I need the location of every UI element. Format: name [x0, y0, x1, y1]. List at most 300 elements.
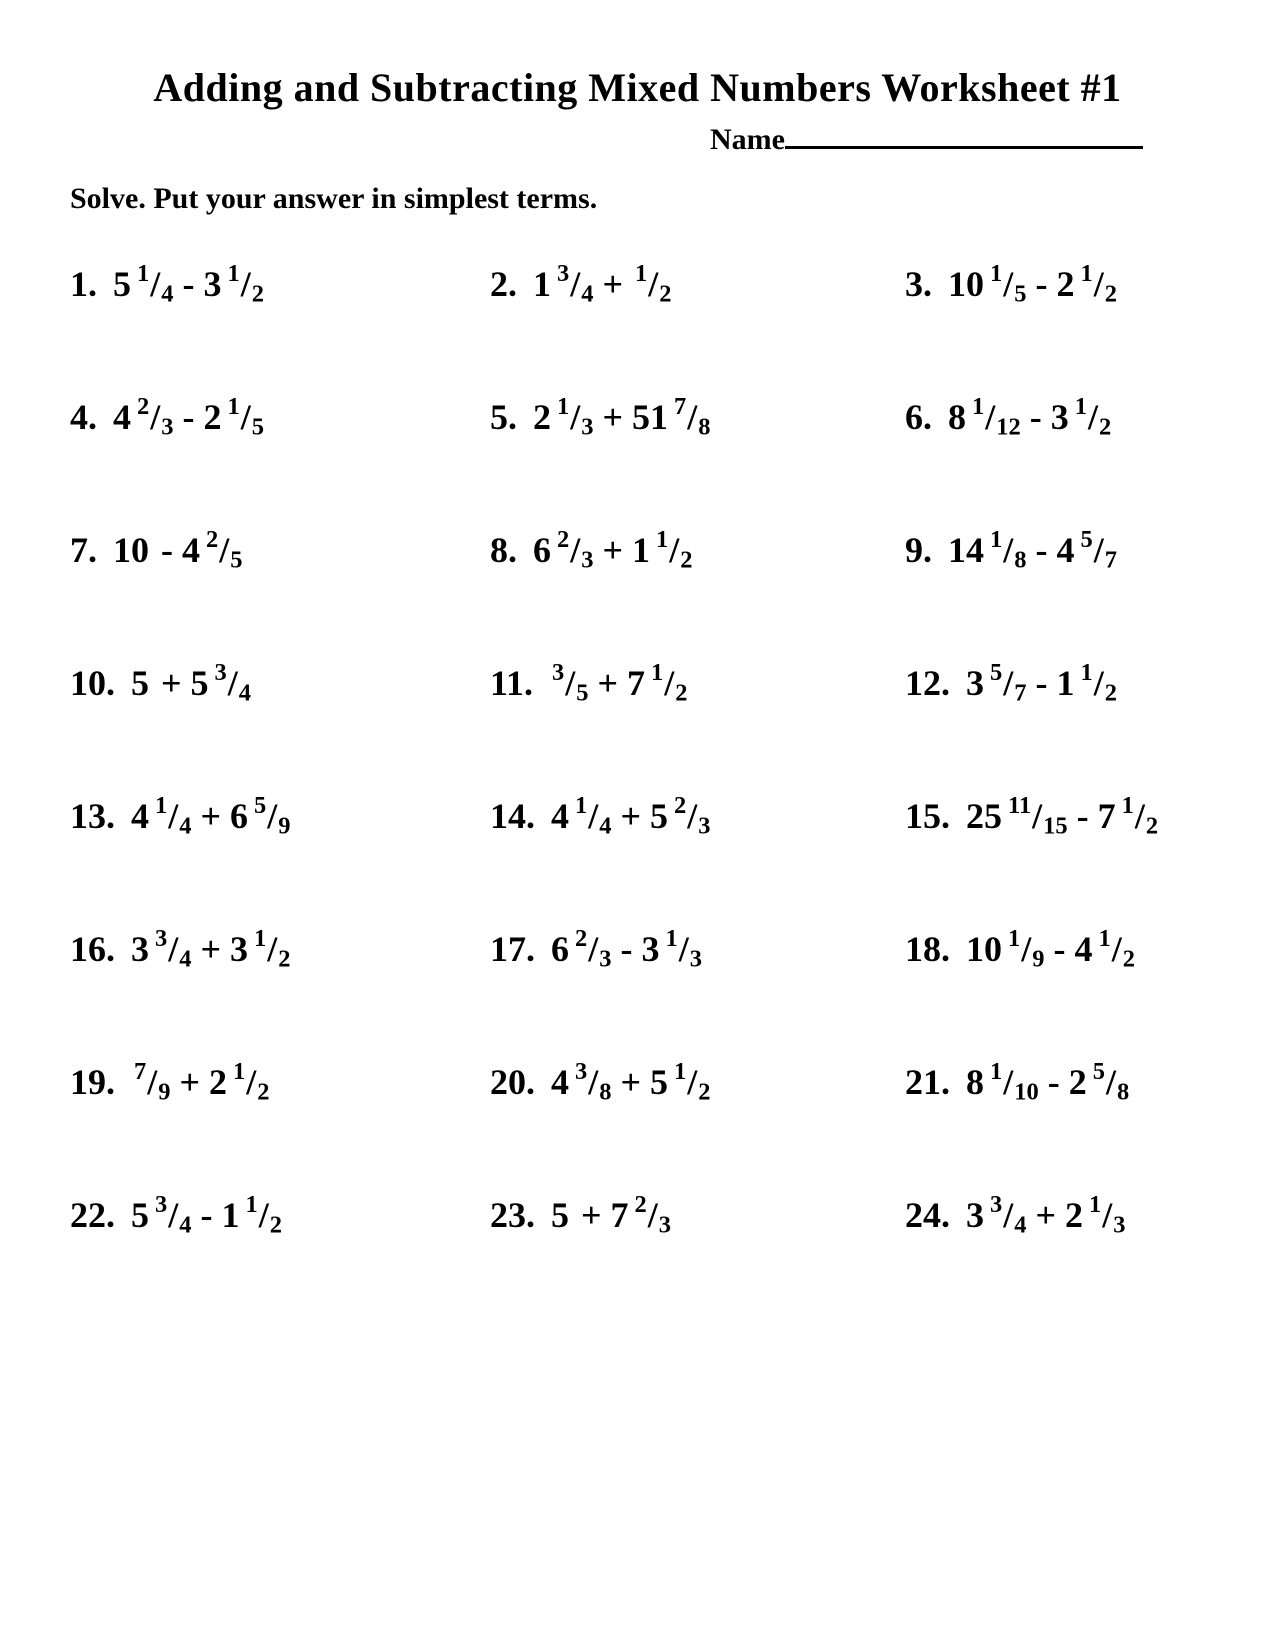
problem-expression [113, 526, 243, 574]
fraction [990, 1191, 1027, 1239]
fraction-denominator: 2 [1104, 280, 1117, 308]
minus-operator: - [161, 530, 173, 571]
fraction [665, 925, 702, 973]
fraction-numerator: 3 [155, 1191, 168, 1218]
fraction-slash: / [267, 796, 278, 837]
whole-number: 7 [627, 663, 646, 704]
fraction-denominator: 9 [1032, 945, 1045, 973]
fraction [137, 260, 174, 308]
fraction-slash: / [1003, 264, 1014, 305]
problem-number: 23. [490, 1195, 535, 1236]
fraction-slash: / [1093, 530, 1104, 571]
fraction [575, 1058, 612, 1106]
fraction-numerator: 3 [557, 260, 570, 287]
fraction-denominator: 3 [581, 546, 594, 574]
fraction [557, 260, 594, 308]
fraction-slash: / [678, 929, 689, 970]
whole-number: 2 [203, 397, 222, 438]
whole-number: 4 [113, 397, 131, 438]
minus-operator: - [620, 929, 633, 970]
fraction-numerator: 1 [227, 260, 240, 287]
problem-23 [490, 1171, 905, 1304]
minus-operator: - [1035, 264, 1048, 305]
whole-number: 3 [966, 663, 984, 704]
fraction-slash: / [588, 929, 599, 970]
minus-operator: - [182, 264, 195, 305]
fraction [1008, 925, 1045, 973]
fraction [972, 393, 1021, 441]
fraction-slash: / [565, 663, 576, 704]
fraction-denominator: 4 [1014, 1211, 1027, 1239]
whole-number: 4 [182, 530, 200, 571]
fraction-numerator: 5 [1092, 1058, 1105, 1085]
fraction [557, 393, 594, 441]
fraction-numerator: 1 [137, 260, 150, 287]
fraction-numerator: 1 [972, 393, 985, 420]
fraction [155, 792, 192, 840]
problem-number: 13. [70, 796, 115, 837]
fraction-slash: / [1021, 929, 1032, 970]
problem-number: 19. [70, 1062, 115, 1103]
fraction-slash: / [267, 929, 278, 970]
fraction-denominator: 2 [675, 679, 688, 707]
whole-number: 5 [551, 1195, 569, 1236]
problem-15 [905, 772, 1275, 905]
fraction-denominator: 4 [179, 1211, 192, 1239]
fraction-slash: / [570, 397, 581, 438]
fraction-denominator: 5 [251, 413, 264, 441]
fraction-slash: / [1032, 796, 1043, 837]
problem-5 [490, 373, 905, 506]
fraction [206, 526, 243, 574]
fraction-denominator: 12 [996, 413, 1021, 441]
whole-number: 5 [650, 1062, 668, 1103]
problem-expression [551, 792, 711, 840]
plus-operator: + [620, 1062, 641, 1103]
fraction [155, 925, 192, 973]
problem-expression [551, 1058, 711, 1106]
instructions-text: Solve. Put your answer in simplest terms. [70, 182, 598, 215]
fraction [134, 1058, 171, 1106]
fraction-slash: / [258, 1195, 269, 1236]
whole-number: 7 [1097, 796, 1116, 837]
whole-number: 3 [641, 929, 660, 970]
fraction-numerator: 1 [665, 925, 678, 952]
problem-expression [113, 260, 264, 308]
plus-operator: + [200, 929, 221, 970]
problem-number: 8. [490, 530, 517, 571]
problem-number: 17. [490, 929, 535, 970]
fraction [233, 1058, 270, 1106]
problem-6 [905, 373, 1275, 506]
problem-19 [70, 1038, 490, 1171]
fraction-denominator: 2 [680, 546, 693, 574]
fraction-slash: / [1093, 264, 1104, 305]
fraction [990, 260, 1027, 308]
plus-operator: + [200, 796, 221, 837]
fraction-numerator: 1 [575, 792, 588, 819]
fraction-denominator: 4 [179, 945, 192, 973]
problem-18 [905, 905, 1275, 1038]
fraction [674, 1058, 711, 1106]
fraction [635, 260, 672, 308]
fraction [1080, 260, 1117, 308]
fraction-slash: / [1087, 397, 1098, 438]
minus-operator: - [1035, 663, 1048, 704]
fraction-numerator: 7 [674, 393, 687, 420]
plus-operator: + [581, 1195, 602, 1236]
whole-number: 5 [190, 663, 209, 704]
minus-operator: - [1035, 530, 1048, 571]
problem-8 [490, 506, 905, 639]
problem-number: 16. [70, 929, 115, 970]
minus-operator: - [182, 397, 195, 438]
fraction-slash: / [240, 264, 251, 305]
whole-number: 4 [1074, 929, 1093, 970]
fraction-denominator: 7 [1014, 679, 1027, 707]
fraction [552, 659, 589, 707]
fraction-denominator: 4 [599, 812, 612, 840]
fraction-slash: / [219, 530, 230, 571]
problem-2 [490, 240, 905, 373]
fraction-numerator: 3 [552, 659, 565, 686]
fraction-numerator: 1 [1098, 925, 1111, 952]
whole-number: 51 [632, 397, 668, 438]
fraction-numerator: 1 [1121, 792, 1134, 819]
whole-number: 7 [610, 1195, 629, 1236]
whole-number: 1 [221, 1195, 240, 1236]
fraction-denominator: 3 [599, 945, 612, 973]
problem-number: 1. [70, 264, 97, 305]
problem-expression [131, 1191, 282, 1239]
problem-expression [551, 925, 702, 973]
fraction-slash: / [1111, 929, 1122, 970]
fraction [1098, 925, 1135, 973]
fraction-slash: / [1102, 1195, 1113, 1236]
problem-expression [948, 393, 1112, 441]
fraction-numerator: 1 [990, 526, 1003, 553]
problem-number: 2. [490, 264, 517, 305]
fraction-slash: / [1003, 1195, 1014, 1236]
whole-number: 10 [948, 264, 984, 305]
plus-operator: + [597, 663, 619, 704]
fraction [1008, 792, 1068, 840]
fraction-numerator: 2 [575, 925, 588, 952]
fraction-denominator: 2 [257, 1078, 270, 1106]
problem-expression [131, 925, 291, 973]
fraction-denominator: 4 [179, 812, 192, 840]
fraction [557, 526, 594, 574]
problem-3 [905, 240, 1275, 373]
whole-number: 25 [966, 796, 1002, 837]
whole-number: 1 [632, 530, 650, 571]
problem-expression [131, 1058, 270, 1106]
problems-grid [0, 240, 1275, 1304]
name-blank-line [785, 116, 1143, 149]
fraction [245, 1191, 282, 1239]
fraction-slash: / [588, 796, 599, 837]
fraction [674, 393, 711, 441]
fraction-slash: / [647, 1195, 658, 1236]
whole-number: 3 [1050, 397, 1069, 438]
whole-number: 4 [1056, 530, 1075, 571]
fraction-denominator: 3 [581, 413, 594, 441]
minus-operator: - [1076, 796, 1089, 837]
name-label: Name [710, 123, 785, 156]
fraction-denominator: 8 [698, 413, 711, 441]
fraction [990, 526, 1027, 574]
fraction-denominator: 8 [599, 1078, 612, 1106]
whole-number: 6 [533, 530, 551, 571]
fraction-numerator: 3 [155, 925, 168, 952]
fraction-numerator: 1 [233, 1058, 246, 1085]
fraction-numerator: 1 [1074, 393, 1087, 420]
problem-expression [533, 526, 693, 574]
whole-number: 4 [131, 796, 149, 837]
problem-7 [70, 506, 490, 639]
whole-number: 5 [131, 663, 149, 704]
problem-21 [905, 1038, 1275, 1171]
fraction-denominator: 3 [161, 413, 174, 441]
fraction-numerator: 2 [557, 526, 570, 553]
fraction [155, 1191, 192, 1239]
problem-expression [966, 1191, 1126, 1239]
problem-expression [966, 659, 1117, 707]
fraction-numerator: 2 [137, 393, 150, 420]
fraction [1092, 1058, 1130, 1106]
problem-16 [70, 905, 490, 1038]
fraction-numerator: 1 [656, 526, 669, 553]
fraction-numerator: 5 [990, 659, 1003, 686]
fraction-numerator: 3 [214, 659, 227, 686]
fraction [1089, 1191, 1126, 1239]
fraction-slash: / [570, 264, 581, 305]
fraction-denominator: 5 [576, 679, 589, 707]
problem-number: 21. [905, 1062, 950, 1103]
fraction-numerator: 1 [254, 925, 267, 952]
name-row [0, 116, 1275, 158]
whole-number: 2 [1068, 1062, 1087, 1103]
fraction-denominator: 9 [278, 812, 291, 840]
problem-17 [490, 905, 905, 1038]
fraction-numerator: 1 [557, 393, 570, 420]
fraction-slash: / [1003, 1062, 1014, 1103]
fraction-denominator: 5 [1014, 280, 1027, 308]
problem-20 [490, 1038, 905, 1171]
fraction-denominator: 4 [238, 679, 251, 707]
minus-operator: - [1047, 1062, 1060, 1103]
problem-number: 3. [905, 264, 932, 305]
problem-number: 9. [905, 530, 932, 571]
problem-expression [533, 393, 711, 441]
fraction-slash: / [687, 796, 698, 837]
fraction-denominator: 5 [230, 546, 243, 574]
problem-10 [70, 639, 490, 772]
fraction-slash: / [150, 397, 161, 438]
fraction-numerator: 5 [254, 792, 267, 819]
fraction-slash: / [240, 397, 251, 438]
fraction [674, 792, 711, 840]
fraction-denominator: 8 [1014, 546, 1027, 574]
whole-number: 3 [230, 929, 248, 970]
whole-number: 3 [203, 264, 222, 305]
whole-number: 2 [209, 1062, 227, 1103]
fraction-slash: / [1134, 796, 1145, 837]
problem-number: 11. [490, 663, 534, 704]
fraction-slash: / [1003, 530, 1014, 571]
whole-number: 4 [551, 796, 569, 837]
whole-number: 5 [113, 264, 131, 305]
problem-number: 18. [905, 929, 950, 970]
fraction-slash: / [588, 1062, 599, 1103]
fraction [634, 1191, 671, 1239]
fraction-slash: / [687, 397, 698, 438]
fraction-denominator: 2 [1104, 679, 1117, 707]
fraction-slash: / [1105, 1062, 1116, 1103]
fraction-denominator: 2 [1145, 812, 1159, 840]
fraction [990, 659, 1027, 707]
problem-number: 20. [490, 1062, 535, 1103]
fraction-denominator: 2 [251, 280, 264, 308]
problem-expression [533, 260, 672, 308]
whole-number: 8 [966, 1062, 984, 1103]
fraction-denominator: 4 [161, 280, 174, 308]
fraction-slash: / [168, 796, 179, 837]
fraction-numerator: 1 [227, 393, 240, 420]
fraction [254, 792, 291, 840]
fraction [214, 659, 251, 707]
fraction-numerator: 2 [634, 1191, 647, 1218]
fraction [227, 260, 264, 308]
fraction-denominator: 2 [278, 945, 291, 973]
fraction-numerator: 1 [1008, 925, 1021, 952]
problem-13 [70, 772, 490, 905]
fraction-slash: / [227, 663, 238, 704]
fraction-denominator: 3 [1113, 1211, 1126, 1239]
minus-operator: - [200, 1195, 213, 1236]
problem-number: 14. [490, 796, 535, 837]
fraction-denominator: 4 [581, 280, 594, 308]
fraction-slash: / [1093, 663, 1104, 704]
plus-operator: + [602, 397, 623, 438]
problem-expression [966, 792, 1159, 840]
minus-operator: - [1029, 397, 1042, 438]
fraction [656, 526, 693, 574]
fraction-numerator: 1 [1089, 1191, 1102, 1218]
problem-expression [131, 659, 251, 707]
fraction-denominator: 2 [659, 280, 672, 308]
whole-number: 2 [1056, 264, 1075, 305]
fraction [990, 1058, 1039, 1106]
problem-number: 4. [70, 397, 97, 438]
whole-number: 10 [966, 929, 1002, 970]
problem-number: 12. [905, 663, 950, 704]
fraction-numerator: 2 [206, 526, 219, 553]
fraction-numerator: 5 [1080, 526, 1093, 553]
whole-number: 14 [948, 530, 984, 571]
fraction-denominator: 15 [1043, 812, 1068, 840]
whole-number: 1 [1056, 663, 1075, 704]
fraction-numerator: 1 [1080, 659, 1093, 686]
fraction-slash: / [664, 663, 675, 704]
fraction-numerator: 1 [1080, 260, 1093, 287]
problem-expression [113, 393, 264, 441]
problem-expression [948, 526, 1117, 574]
problem-number: 5. [490, 397, 517, 438]
plus-operator: + [161, 663, 182, 704]
problem-9 [905, 506, 1275, 639]
fraction [137, 393, 174, 441]
whole-number: 1 [533, 264, 551, 305]
problem-number: 6. [905, 397, 932, 438]
whole-number: 6 [230, 796, 248, 837]
fraction-numerator: 1 [635, 260, 648, 287]
whole-number: 5 [131, 1195, 149, 1236]
fraction [1074, 393, 1112, 441]
whole-number: 6 [551, 929, 569, 970]
problem-number: 15. [905, 796, 950, 837]
fraction-slash: / [150, 264, 161, 305]
fraction-slash: / [687, 1062, 698, 1103]
problem-4 [70, 373, 490, 506]
whole-number: 8 [948, 397, 966, 438]
fraction-slash: / [669, 530, 680, 571]
fraction-denominator: 10 [1014, 1078, 1039, 1106]
fraction-denominator: 3 [689, 945, 702, 973]
fraction-slash: / [1003, 663, 1014, 704]
fraction-denominator: 7 [1104, 546, 1117, 574]
fraction-slash: / [648, 264, 659, 305]
fraction-numerator: 1 [990, 260, 1003, 287]
worksheet-title: Adding and Subtracting Mixed Numbers Worksheet #1 [153, 65, 1122, 110]
fraction [1080, 526, 1117, 574]
whole-number: 3 [131, 929, 149, 970]
fraction-numerator: 1 [245, 1191, 258, 1218]
whole-number: 4 [551, 1062, 569, 1103]
fraction-denominator: 2 [698, 1078, 711, 1106]
fraction-slash: / [168, 929, 179, 970]
plus-operator: + [179, 1062, 200, 1103]
fraction-numerator: 3 [575, 1058, 588, 1085]
problem-number: 24. [905, 1195, 950, 1236]
fraction-numerator: 1 [990, 1058, 1003, 1085]
fraction-numerator: 2 [674, 792, 687, 819]
fraction-slash: / [985, 397, 996, 438]
fraction-numerator: 1 [651, 659, 664, 686]
fraction-numerator: 3 [990, 1191, 1003, 1218]
whole-number: 2 [533, 397, 551, 438]
fraction [575, 792, 612, 840]
fraction-numerator: 1 [155, 792, 168, 819]
problem-14 [490, 772, 905, 905]
fraction-numerator: 11 [1008, 792, 1032, 819]
problem-22 [70, 1171, 490, 1304]
fraction-denominator: 2 [1122, 945, 1135, 973]
problem-24 [905, 1171, 1275, 1304]
problem-number: 22. [70, 1195, 115, 1236]
whole-number: 10 [113, 530, 149, 571]
problem-expression [966, 1058, 1130, 1106]
problem-12 [905, 639, 1275, 772]
problem-expression [131, 792, 291, 840]
plus-operator: + [1035, 1195, 1056, 1236]
fraction [254, 925, 291, 973]
problem-number: 7. [70, 530, 97, 571]
fraction-denominator: 2 [269, 1211, 282, 1239]
plus-operator: + [602, 264, 623, 305]
problem-1 [70, 240, 490, 373]
plus-operator: + [602, 530, 623, 571]
